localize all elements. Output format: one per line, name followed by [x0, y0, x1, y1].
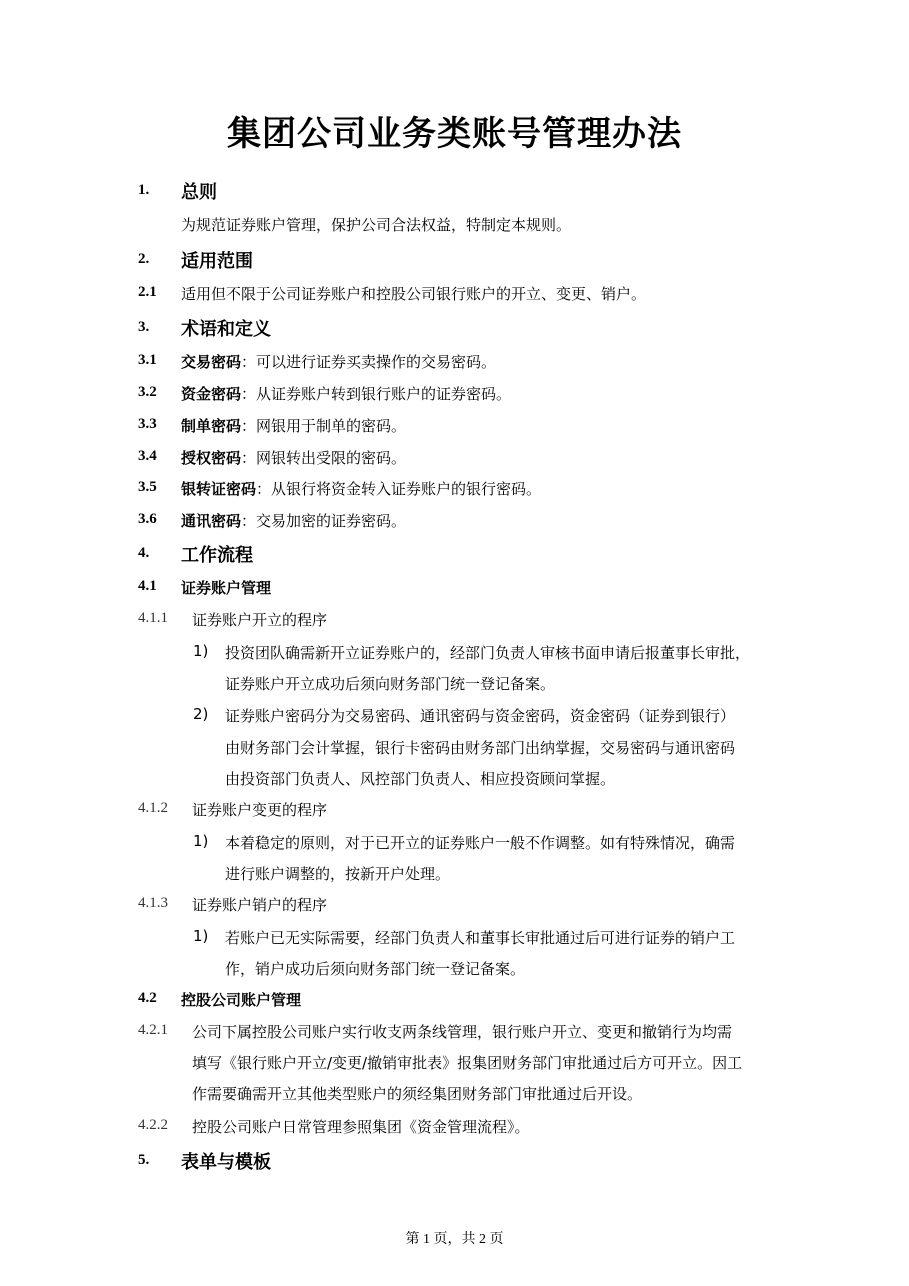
section-2-number: 2. — [138, 251, 150, 267]
term-3-3-number: 3.3 — [138, 416, 157, 432]
section-5-number: 5. — [138, 1152, 150, 1168]
section-4-1-heading: 证券账户管理 — [181, 579, 272, 597]
section-4-1-3-heading: 证券账户销户的程序 — [192, 896, 328, 914]
term-3-5 — [181, 478, 541, 499]
list-marker: 2) — [193, 705, 209, 723]
list-marker: 1) — [193, 927, 209, 945]
term-definition: ：网银转出受限的密码。 — [241, 449, 407, 467]
paragraph-line: 控股公司账户日常管理参照集团《资金管理流程》。 — [192, 1118, 530, 1136]
list-item-line: 投资团队确需新开立证券账户的，经部门负责人审核书面申请后报董事长审批， — [225, 644, 751, 662]
section-1-heading: 总则 — [181, 182, 217, 203]
section-1-body: 为规范证券账户管理，保护公司合法权益，特制定本规则。 — [181, 216, 572, 234]
term-name: 授权密码 — [181, 449, 242, 467]
section-4-2-number: 4.2 — [138, 990, 157, 1006]
term-3-1-number: 3.1 — [138, 352, 157, 368]
section-4-number: 4. — [138, 545, 150, 561]
term-3-6 — [181, 510, 406, 531]
paragraph-line: 作需要确需开立其他类型账户的须经集团财务部门审批通过后开设。 — [192, 1085, 643, 1103]
term-3-2 — [181, 383, 511, 404]
paragraph-line: 公司下属控股公司账户实行收支两条线管理，银行账户开立、变更和撤销行为均需 — [192, 1023, 733, 1041]
term-definition: ：从银行将资金转入证券账户的银行密码。 — [256, 480, 542, 498]
term-3-3 — [181, 415, 406, 436]
document-title: 集团公司业务类账号管理办法 — [227, 114, 682, 154]
list-item-line: 若账户已无实际需要，经部门负责人和董事长审批通过后可进行证券的销户工 — [225, 929, 736, 947]
section-4-1-2-number: 4.1.2 — [138, 800, 168, 816]
term-3-1 — [181, 351, 496, 372]
section-4-2-2-number: 4.2.2 — [138, 1117, 168, 1133]
item-2-1-number: 2.1 — [138, 284, 157, 300]
section-4-1-2-heading: 证券账户变更的程序 — [192, 801, 328, 819]
section-4-1-1-number: 4.1.1 — [138, 610, 168, 626]
list-item-line: 由投资部门负责人、风控部门负责人、相应投资顾问掌握。 — [225, 770, 616, 788]
term-3-4 — [181, 447, 406, 468]
list-item-line: 证券账户密码分为交易密码、通讯密码与资金密码，资金密码（证券到银行） — [225, 707, 736, 725]
section-3-number: 3. — [138, 319, 150, 335]
list-item-line: 本着稳定的原则，对于已开立的证券账户一般不作调整。如有特殊情况，确需 — [225, 834, 736, 852]
term-definition: ：可以进行证券买卖操作的交易密码。 — [241, 353, 497, 371]
section-5-heading: 表单与模板 — [181, 1152, 271, 1173]
term-definition: ：交易加密的证券密码。 — [241, 512, 407, 530]
list-item-line: 进行账户调整的，按新开户处理。 — [225, 865, 451, 883]
section-1-number: 1. — [138, 182, 150, 198]
section-4-2-heading: 控股公司账户管理 — [181, 991, 302, 1009]
section-4-heading: 工作流程 — [181, 545, 253, 566]
term-3-5-number: 3.5 — [138, 479, 157, 495]
term-3-6-number: 3.6 — [138, 511, 157, 527]
term-name: 通讯密码 — [181, 512, 242, 530]
page-footer: 第 1 页，共 2 页 — [405, 1232, 504, 1247]
item-2-1-text: 适用但不限于公司证券账户和控股公司银行账户的开立、变更、销户。 — [181, 285, 647, 303]
paragraph-line: 填写《银行账户开立/变更/撤销审批表》报集团财务部门审批通过后方可开立。因工 — [192, 1054, 743, 1072]
list-item-line: 作，销户成功后须向财务部门统一登记备案。 — [225, 960, 526, 978]
term-definition: ：从证券账户转到银行账户的证券密码。 — [241, 385, 512, 403]
term-name: 资金密码 — [181, 385, 242, 403]
list-marker: 1) — [193, 832, 209, 850]
term-3-2-number: 3.2 — [138, 384, 157, 400]
term-name: 银转证密码 — [181, 480, 257, 498]
term-name: 制单密码 — [181, 417, 242, 435]
section-4-1-1-heading: 证券账户开立的程序 — [192, 611, 328, 629]
section-4-1-3-number: 4.1.3 — [138, 895, 168, 911]
list-item-line: 由财务部门会计掌握，银行卡密码由财务部门出纳掌握，交易密码与通讯密码 — [225, 739, 736, 757]
term-name: 交易密码 — [181, 353, 242, 371]
section-3-heading: 术语和定义 — [181, 319, 271, 340]
term-3-4-number: 3.4 — [138, 448, 157, 464]
section-2-heading: 适用范围 — [181, 251, 253, 272]
term-definition: ：网银用于制单的密码。 — [241, 417, 407, 435]
section-4-1-number: 4.1 — [138, 578, 157, 594]
list-marker: 1) — [193, 642, 209, 660]
list-item-line: 证券账户开立成功后须向财务部门统一登记备案。 — [225, 675, 556, 693]
section-4-2-1-number: 4.2.1 — [138, 1022, 168, 1038]
